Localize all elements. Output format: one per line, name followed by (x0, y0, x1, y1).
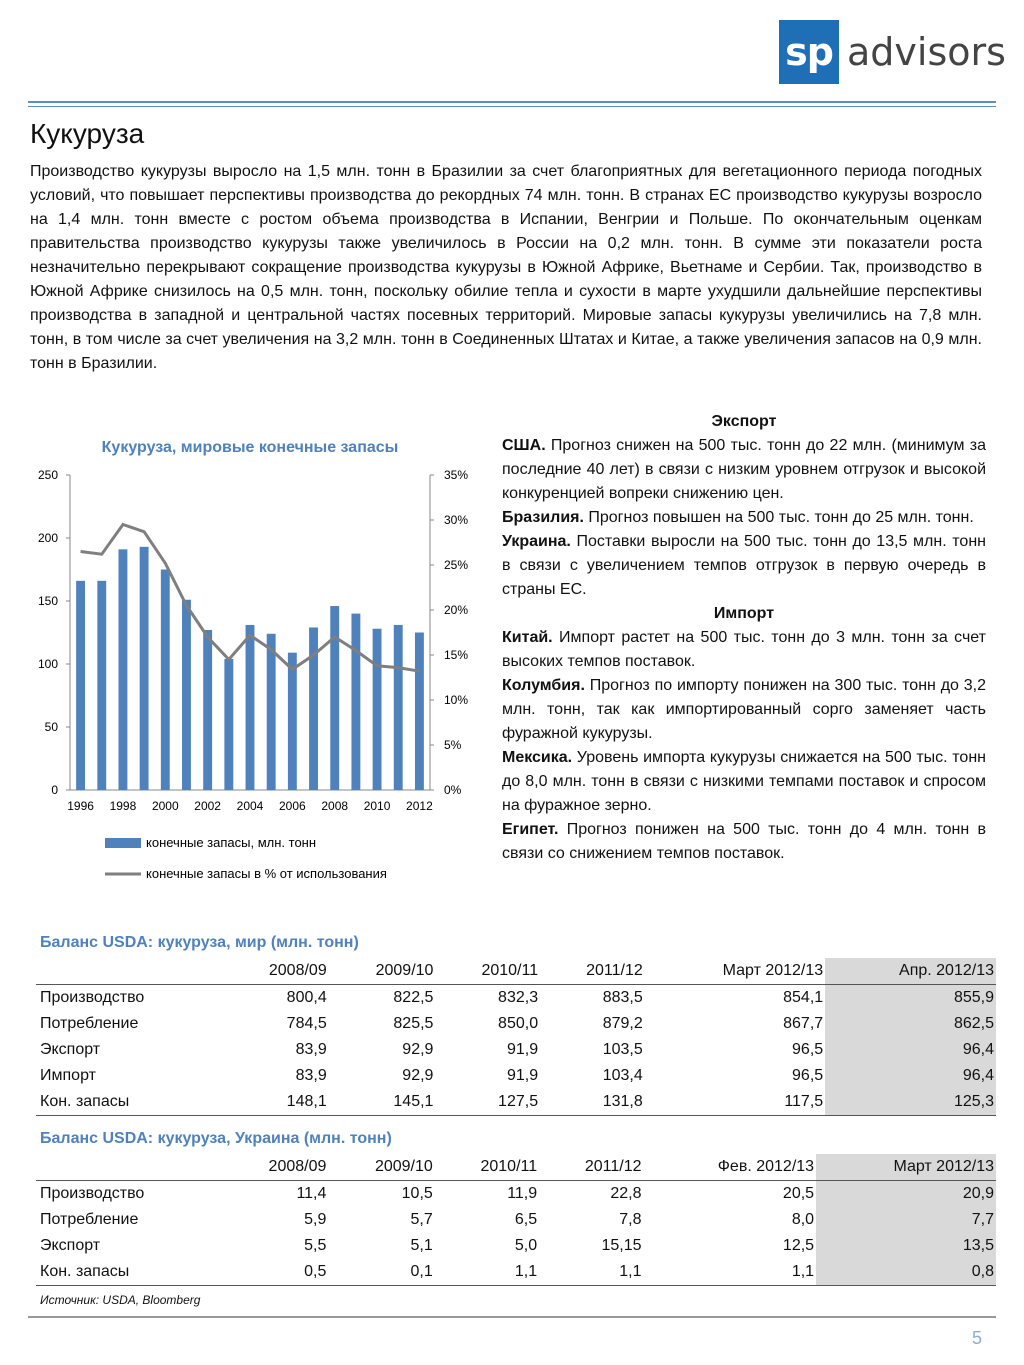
export-header: Экспорт (711, 413, 777, 430)
table-cell: 96,4 (825, 1063, 996, 1089)
table-cell: 125,3 (825, 1089, 996, 1116)
table-cell: 12,5 (782, 1237, 815, 1254)
table-row (36, 1089, 996, 1116)
country-note: Прогноз повышен на 500 тыс. тонн до 25 млн. тонн. (583, 509, 974, 526)
bar (182, 600, 191, 790)
country-label: Бразилия. (502, 509, 584, 526)
y-left-tick-label: 0 (51, 783, 58, 797)
table-cell: 96,5 (792, 1041, 824, 1058)
row-label: Производство (40, 1185, 145, 1202)
bar (330, 606, 339, 790)
row-label: Кон. запасы (36, 1089, 222, 1116)
bar (288, 653, 297, 790)
column-header: 2009/10 (328, 1154, 434, 1181)
import-item (502, 674, 986, 746)
column-header (36, 1154, 222, 1181)
table-row (36, 1207, 996, 1233)
stocks-chart-svg (30, 428, 490, 898)
y-right-tick-label: 5% (444, 738, 462, 752)
ukraine-balance-table (36, 1154, 996, 1286)
table-cell: 8,0 (791, 1211, 815, 1228)
table-cell: 15,15 (601, 1237, 642, 1254)
logo-mark: sp (779, 20, 839, 84)
y-right-tick-label: 15% (444, 648, 469, 662)
table-cell: 822,5 (393, 989, 434, 1006)
table-cell: 883,5 (602, 989, 643, 1006)
stocks-chart (30, 428, 490, 898)
bar (118, 549, 127, 790)
table-row (36, 1063, 996, 1089)
x-tick-label: 2002 (194, 799, 221, 813)
bar (140, 547, 149, 790)
bar (224, 659, 233, 790)
ukraine-balance-title: Баланс USDA: кукуруза, Украина (млн. тонн) (40, 1130, 392, 1147)
country-label: Мексика. (502, 749, 573, 766)
bar (351, 614, 360, 790)
y-left-tick-label: 50 (44, 720, 58, 734)
y-left-tick-label: 200 (37, 531, 58, 545)
table-cell: 7,8 (619, 1211, 642, 1228)
country-label: Украина. (502, 533, 571, 550)
table-cell: 22,8 (610, 1185, 642, 1202)
table-cell: 1,1 (435, 1259, 539, 1286)
table-cell: 92,9 (402, 1041, 434, 1058)
table-row (36, 1259, 996, 1286)
page-number: 5 (971, 1328, 982, 1348)
intro-paragraph: Производство кукурузы выросло на 1,5 млн. тонн в Бразилии за счет благоприятных для вегетационного периода погодных условий, что повышает перспективы производства до рекордных 74 млн. тонн. В странах ЕС производство кукурузы возросло на 1,4 млн. тонн вместе с ростом объема производства в Испании, Венгрии и Польше. По окончательным оценкам правительства производство кукурузы также увеличилось в России на 0,2 млн. тонн. В сумме эти показатели роста незначительно перекрывают сокращение производства кукурузы в Южной Африке, Вьетнаме и Сербии. Так, производство в Южной Африке снизилось на 0,5 млн. тонн, поскольку обилие тепла и сухости в марте ухудшили дальнейшие перспективы производства в западной и центральной частях посевных территорий. Мировые запасы кукурузы увеличились на 7,8 млн. тонн, в том числе за счет увеличения на 3,2 млн. тонн в Соединенных Штатах и Китае, а также увеличения запасов на 0,9 млн. тонн в Бразилии. (30, 163, 982, 372)
table-cell: 92,9 (402, 1067, 434, 1084)
column-header: 2010/11 (435, 958, 540, 985)
bar (97, 581, 106, 790)
source-note: Источник: USDA, Bloomberg (40, 1293, 201, 1307)
table-cell: 0,5 (222, 1259, 328, 1286)
world-balance-table (36, 958, 996, 1116)
legend-line-label: конечные запасы в % от использования (146, 866, 387, 881)
table-cell: 6,5 (514, 1211, 538, 1228)
column-header: Фев. 2012/13 (644, 1154, 817, 1181)
bar (76, 581, 85, 790)
y-right-tick-label: 10% (444, 693, 469, 707)
x-tick-label: 2000 (151, 799, 179, 813)
footer-divider (28, 1316, 996, 1318)
row-label: Кон. запасы (36, 1259, 222, 1286)
table-cell: 96,5 (792, 1067, 824, 1084)
table-cell: 127,5 (435, 1089, 540, 1116)
country-label: Китай. (502, 629, 553, 646)
table-cell: 5,5 (304, 1237, 327, 1254)
chart-title: Кукуруза, мировые конечные запасы (101, 439, 399, 456)
table-row (36, 1011, 996, 1037)
table-cell: 103,5 (602, 1041, 643, 1058)
column-header: 2008/09 (222, 958, 329, 985)
y-right-tick-label: 25% (444, 558, 469, 572)
country-label: Колумбия. (502, 677, 585, 694)
country-note: Прогноз снижен на 500 тыс. тонн до 22 млн. (минимум за последние 40 лет) в связи с низким уровнем отгрузок и высокой конкуренцией вопреки снижению цен. (502, 437, 986, 502)
table-row (36, 1181, 996, 1208)
y-right-tick-label: 35% (444, 468, 469, 482)
country-note: Уровень импорта кукурузы снижается на 500 тыс. тонн до 8,0 млн. тонн в связи с низкими темпами поставок и спросом на фуражное зерно. (502, 749, 986, 814)
table-row (36, 1233, 996, 1259)
table-cell: 96,4 (825, 1037, 996, 1063)
y-right-tick-label: 20% (444, 603, 469, 617)
table-cell: 148,1 (222, 1089, 329, 1116)
table-cell: 854,1 (783, 989, 824, 1006)
table-cell: 83,9 (295, 1067, 327, 1084)
trade-commentary (502, 410, 986, 866)
table-cell: 5,1 (410, 1237, 433, 1254)
world-balance-title: Баланс USDA: кукуруза, мир (млн. тонн) (40, 934, 359, 951)
legend-bar-label: конечные запасы, млн. тонн (146, 835, 317, 850)
table-cell: 91,9 (506, 1041, 539, 1058)
table-cell: 784,5 (286, 1015, 327, 1032)
table-cell: 832,3 (498, 989, 539, 1006)
table-cell: 83,9 (295, 1041, 327, 1058)
table-cell: 20,9 (816, 1181, 996, 1208)
table-row (36, 985, 996, 1012)
table-cell: 879,2 (602, 1015, 643, 1032)
x-tick-label: 2008 (321, 799, 349, 813)
country-label: Египет. (502, 821, 559, 838)
x-tick-label: 1996 (67, 799, 94, 813)
page-title: Кукуруза (30, 118, 145, 149)
bar (203, 630, 212, 790)
table-cell: 855,9 (825, 985, 996, 1012)
table-cell: 7,7 (816, 1207, 996, 1233)
header-divider-thin (28, 106, 996, 107)
column-header: 2010/11 (435, 1154, 539, 1181)
column-header: Март 2012/13 (645, 958, 825, 985)
bar (246, 625, 255, 790)
header-divider (28, 101, 996, 103)
table-cell: 11,9 (507, 1185, 538, 1202)
column-header: 2011/12 (540, 958, 645, 985)
table-cell: 11,4 (296, 1185, 327, 1202)
table-cell: 117,5 (645, 1089, 825, 1116)
table-cell: 103,4 (602, 1067, 643, 1084)
x-tick-label: 2010 (363, 799, 391, 813)
x-tick-label: 2012 (406, 799, 433, 813)
column-header: Март 2012/13 (816, 1154, 996, 1181)
table-cell: 825,5 (393, 1015, 434, 1032)
table-cell: 862,5 (825, 1011, 996, 1037)
table-cell: 850,0 (498, 1015, 539, 1032)
row-label: Экспорт (40, 1237, 101, 1254)
column-header: 2009/10 (329, 958, 436, 985)
export-item (502, 434, 986, 506)
table-cell: 0,8 (816, 1259, 996, 1286)
logo-word: advisors (847, 30, 1006, 74)
import-item (502, 818, 986, 866)
sp-advisors-logo (779, 20, 1006, 84)
country-label: США. (502, 437, 546, 454)
table-cell: 1,1 (539, 1259, 643, 1286)
bar (267, 634, 276, 790)
table-cell: 867,7 (783, 1015, 824, 1032)
table-cell: 5,7 (410, 1211, 433, 1228)
y-left-tick-label: 100 (37, 657, 58, 671)
y-left-tick-label: 250 (37, 468, 58, 482)
import-header: Импорт (713, 605, 775, 622)
table-cell: 5,0 (514, 1237, 538, 1254)
table-cell: 91,9 (506, 1067, 539, 1084)
row-label: Потребление (40, 1211, 139, 1228)
y-right-tick-label: 0% (444, 783, 462, 797)
x-tick-label: 1998 (109, 799, 137, 813)
table-cell: 1,1 (644, 1259, 817, 1286)
legend-bar-swatch (105, 838, 141, 848)
table-cell: 20,5 (782, 1185, 815, 1202)
bar (373, 629, 382, 790)
table-cell: 0,1 (328, 1259, 434, 1286)
table-cell: 13,5 (816, 1233, 996, 1259)
export-item (502, 506, 986, 530)
import-item (502, 626, 986, 674)
bar (161, 570, 170, 791)
table-cell: 10,5 (401, 1185, 433, 1202)
table-row (36, 1037, 996, 1063)
y-left-tick-label: 150 (37, 594, 58, 608)
row-label: Экспорт (40, 1041, 101, 1058)
column-header: 2008/09 (222, 1154, 328, 1181)
table-cell: 131,8 (540, 1089, 645, 1116)
row-label: Импорт (40, 1067, 96, 1084)
bar (394, 625, 403, 790)
row-label: Производство (40, 989, 145, 1006)
country-note: Прогноз по импорту понижен на 300 тыс. тонн до 3,2 млн. тонн, так как импортированный сорго заменяет часть фуражной кукурузы. (502, 677, 986, 742)
country-note: Импорт растет на 500 тыс. тонн до 3 млн. тонн за счет высоких темпов поставок. (502, 629, 986, 670)
x-tick-label: 2004 (236, 799, 264, 813)
table-cell: 5,9 (304, 1211, 327, 1228)
table-cell: 800,4 (286, 989, 327, 1006)
country-note: Поставки выросли на 500 тыс. тонн до 13,5 млн. тонн в связи с увеличением темпов отгрузок в первую очередь в страны ЕС. (502, 533, 986, 598)
column-header: Апр. 2012/13 (825, 958, 996, 985)
column-header (36, 958, 222, 985)
country-note: Прогноз понижен на 500 тыс. тонн до 4 млн. тонн в связи со снижением темпов поставок. (502, 821, 986, 862)
table-cell: 145,1 (329, 1089, 436, 1116)
export-item (502, 530, 986, 602)
column-header: 2011/12 (539, 1154, 643, 1181)
x-tick-label: 2006 (279, 799, 306, 813)
row-label: Потребление (40, 1015, 139, 1032)
bar (415, 633, 424, 791)
y-right-tick-label: 30% (444, 513, 469, 527)
import-item (502, 746, 986, 818)
